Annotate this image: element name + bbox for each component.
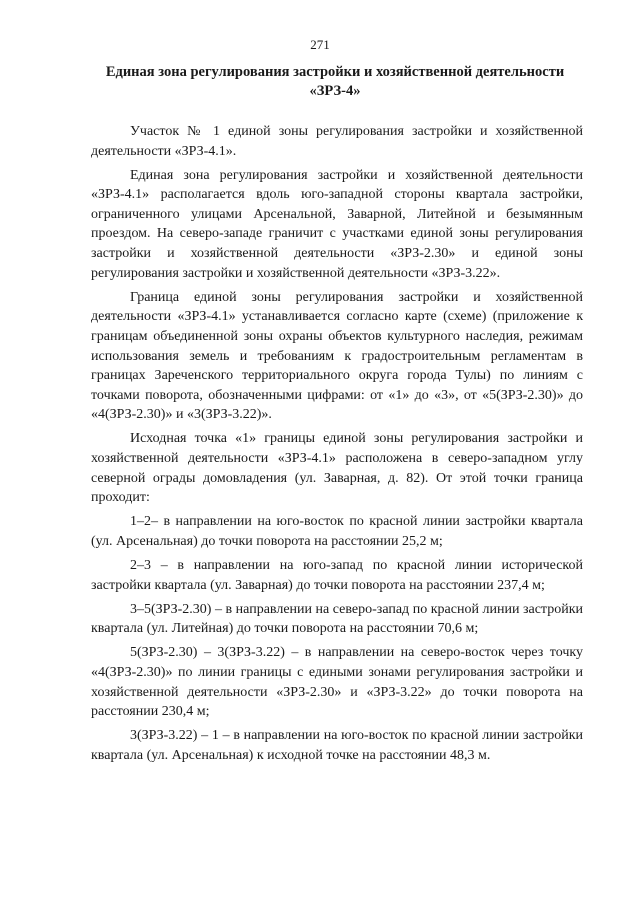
paragraph-section-heading: Участок № 1 единой зоны регулирования застройки и хозяйственной деятельности «ЗРЗ-4.1». (91, 124, 583, 159)
document-body (91, 122, 583, 770)
paragraph-segment-1-2: 1–2– в направлении на юго-восток по красной линии застройки квартала (ул. Арсенальная) до точки поворота на расстоянии 25,2 м; (91, 514, 583, 549)
paragraph-segment-5-3: 5(ЗРЗ-2.30) – 3(ЗРЗ-3.22) – в направлении на северо-восток через точку «4(ЗРЗ-2.30)» по линии границы с едиными зонами регулирования застройки и хозяйственной деятельности «ЗРЗ-2.30» и «ЗРЗ-3.22» до точки поворота на расстоянии 230,4 м; (91, 645, 583, 720)
paragraph-boundary: Граница единой зоны регулирования застройки и хозяйственной деятельности «ЗРЗ-4.1» устанавливается согласно карте (схеме) (приложение к границам объединенной зоны охраны объектов культурного наследия, режимам использования земель и требованиям к градостроительным регламентам в границах Зареченского территориального округа города Тулы) по линиям с точками поворота, обозначенными цифрами: от «1» до «3», от «5(ЗРЗ-2.30)» до «4(ЗРЗ-2.30)» и «3(ЗРЗ-3.22)». (91, 289, 583, 423)
paragraph-segment-3-1: 3(ЗРЗ-3.22) – 1 – в направлении на юго-восток по красной линии застройки квартала (ул. Арсенальная) к исходной точке на расстоянии 48,3 м. (91, 728, 583, 763)
section-title (85, 63, 585, 101)
paragraph-segment-3-5: 3–5(ЗРЗ-2.30) – в направлении на северо-запад по красной линии застройки квартала (ул. Литейная) до точки поворота на расстоянии 70,6 м; (91, 601, 583, 637)
page-number: 271 (310, 37, 330, 52)
paragraph-location: Единая зона регулирования застройки и хозяйственной деятельности «ЗРЗ-4.1» располагается вдоль юго-западной стороны квартала застройки, ограниченного улицами Арсенальной, Заварной, Литейной и безымянным проездом. На северо-западе граничит с участками единой зоны регулирования застройки и хозяйственной деятельности «ЗРЗ-2.30» и единой зоны регулирования застройки и хозяйственной деятельности «ЗРЗ-3.22». (91, 167, 583, 281)
section-title-line-2: «ЗРЗ-4» (309, 83, 361, 99)
paragraph-start-point: Исходная точка «1» границы единой зоны регулирования застройки и хозяйственной деятельности «ЗРЗ-4.1» расположена в северо-западном углу северной ограды домовладения (ул. Заварная, д. 82). От этой точки граница проходит: (91, 431, 583, 506)
section-title-line-1: Единая зона регулирования застройки и хозяйственной деятельности (105, 64, 565, 80)
paragraph-segment-2-3: 2–3 – в направлении на юго-запад по красной линии исторической застройки квартала (ул. Заварная) до точки поворота на расстоянии 237,4 м; (91, 557, 583, 593)
